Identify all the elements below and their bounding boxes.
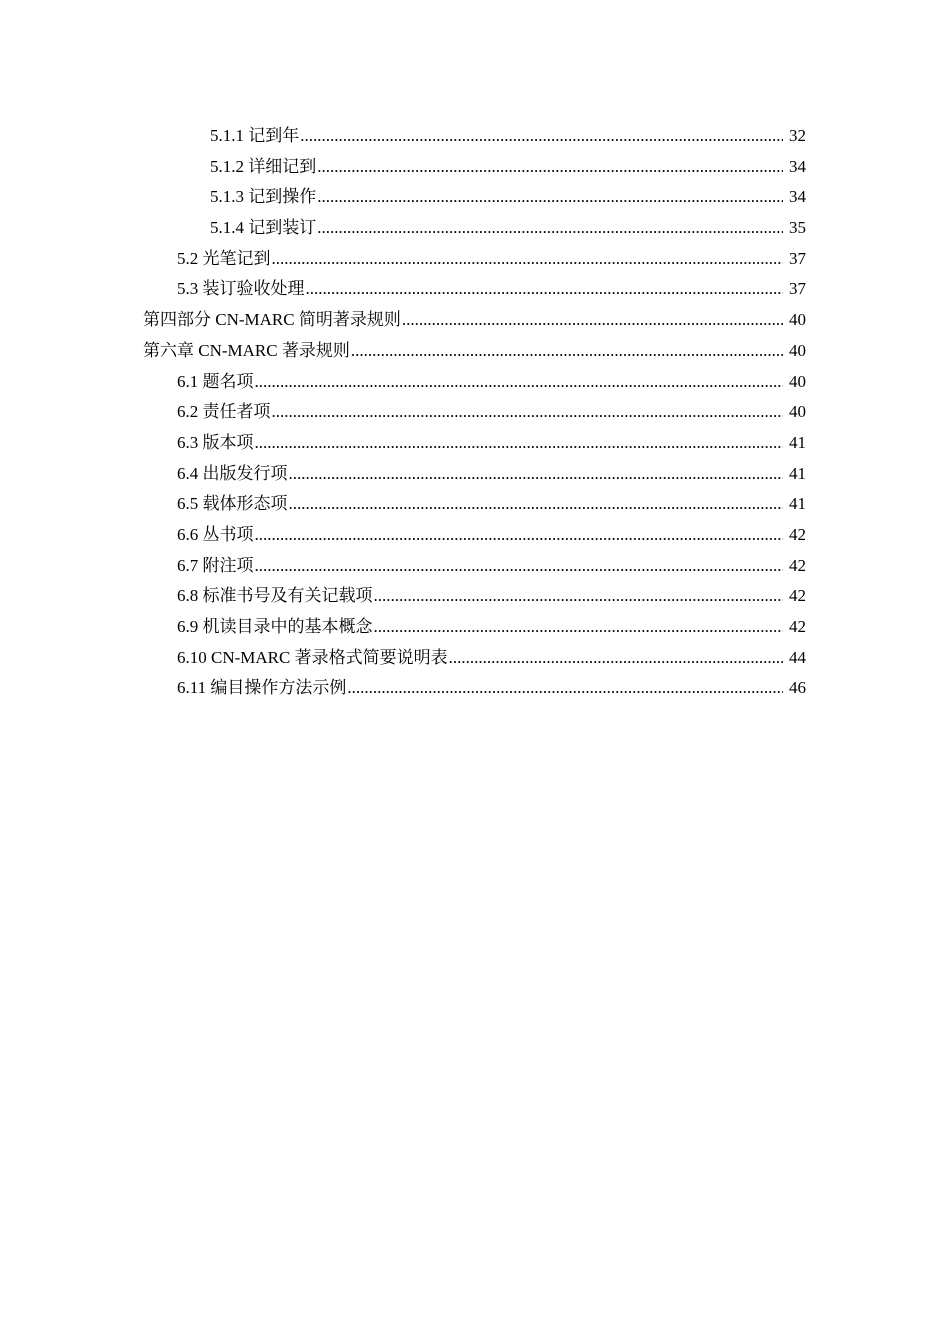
toc-dot-leader (255, 428, 784, 459)
toc-entry-page-number: 46 (789, 678, 806, 698)
toc-entry[interactable] (0, 244, 950, 275)
toc-entry-label: 6.11 编目操作方法示例 (177, 678, 347, 698)
toc-dot-leader (255, 520, 784, 551)
toc-entry-label: 第四部分 CN-MARC 简明著录规则 (143, 310, 401, 330)
toc-entry-label: 6.7 附注项 (177, 555, 254, 575)
toc-entry-page-number: 42 (789, 555, 806, 575)
toc-entry[interactable] (0, 121, 950, 152)
toc-dot-leader (317, 152, 783, 183)
toc-dot-leader (255, 551, 784, 582)
toc-entry[interactable] (0, 336, 950, 367)
toc-entry-label: 6.5 载体形态项 (177, 494, 288, 514)
toc-entry-label: 6.6 丛书项 (177, 524, 254, 544)
toc-entry-page-number: 34 (789, 187, 806, 207)
toc-entry-page-number: 40 (789, 340, 806, 360)
toc-entry[interactable] (0, 581, 950, 612)
toc-entry[interactable] (0, 612, 950, 643)
toc-entry-label: 6.3 版本项 (177, 432, 254, 452)
toc-entry[interactable] (0, 643, 950, 674)
toc-entry-page-number: 42 (789, 586, 806, 606)
toc-entry-label: 5.1.4 记到装订 (210, 218, 317, 238)
toc-entry-page-number: 40 (789, 310, 806, 330)
toc-dot-leader (317, 213, 783, 244)
toc-entry-page-number: 44 (789, 647, 806, 667)
toc-dot-leader (449, 643, 783, 674)
toc-entry-page-number: 35 (789, 218, 806, 238)
toc-dot-leader (402, 305, 783, 336)
toc-entry-label: 5.1.3 记到操作 (210, 187, 317, 207)
toc-entry[interactable] (0, 182, 950, 213)
toc-entry-page-number: 42 (789, 617, 806, 636)
toc-dot-leader (289, 489, 784, 520)
toc-entry-label: 6.9 机读目录中的基本概念 (177, 617, 373, 636)
toc-entry[interactable] (0, 367, 950, 398)
toc-entry-page-number: 40 (789, 371, 806, 391)
toc-entry-label: 5.2 光笔记到 (177, 248, 271, 268)
toc-entry-label: 6.1 题名项 (177, 371, 254, 391)
toc-dot-leader (272, 244, 784, 275)
toc-entry[interactable] (0, 213, 950, 244)
toc-dot-leader (306, 274, 784, 305)
toc-entry[interactable] (0, 152, 950, 183)
toc-dot-leader (351, 336, 783, 367)
toc-dot-leader (374, 612, 784, 643)
toc-entry[interactable] (0, 459, 950, 490)
toc-entry-label: 5.3 装订验收处理 (177, 279, 305, 299)
toc-entry[interactable] (0, 673, 950, 704)
toc-dot-leader (272, 397, 784, 428)
toc-entry-label: 6.4 出版发行项 (177, 463, 288, 483)
toc-entry-page-number: 34 (789, 156, 806, 176)
toc-entry-label: 6.10 CN-MARC 著录格式简要说明表 (177, 647, 448, 667)
toc-dot-leader (317, 182, 783, 213)
toc-entry-label: 5.1.1 记到年 (210, 126, 300, 145)
toc-dot-leader (347, 673, 783, 704)
toc-dot-leader (255, 367, 784, 398)
toc-entry[interactable] (0, 305, 950, 336)
toc-entry-page-number: 37 (789, 248, 806, 268)
toc-entry-page-number: 32 (789, 126, 806, 145)
toc-entry-page-number: 42 (789, 524, 806, 544)
toc-entry[interactable] (0, 551, 950, 582)
toc-entry-label: 第六章 CN-MARC 著录规则 (143, 340, 350, 360)
toc-entry-label: 5.1.2 详细记到 (210, 156, 317, 176)
toc-entry[interactable] (0, 428, 950, 459)
toc-entry-label: 6.2 责任者项 (177, 402, 271, 422)
toc-entry-page-number: 40 (789, 402, 806, 422)
table-of-contents (0, 121, 950, 704)
toc-dot-leader (300, 121, 783, 152)
toc-entry[interactable] (0, 274, 950, 305)
toc-entry[interactable] (0, 520, 950, 551)
toc-entry-page-number: 41 (789, 432, 806, 452)
toc-entry[interactable] (0, 489, 950, 520)
toc-dot-leader (374, 581, 784, 612)
toc-entry-page-number: 37 (789, 279, 806, 299)
toc-entry[interactable] (0, 397, 950, 428)
toc-entry-page-number: 41 (789, 463, 806, 483)
toc-dot-leader (289, 459, 784, 490)
toc-entry-page-number: 41 (789, 494, 806, 514)
toc-entry-label: 6.8 标准书号及有关记载项 (177, 586, 373, 606)
